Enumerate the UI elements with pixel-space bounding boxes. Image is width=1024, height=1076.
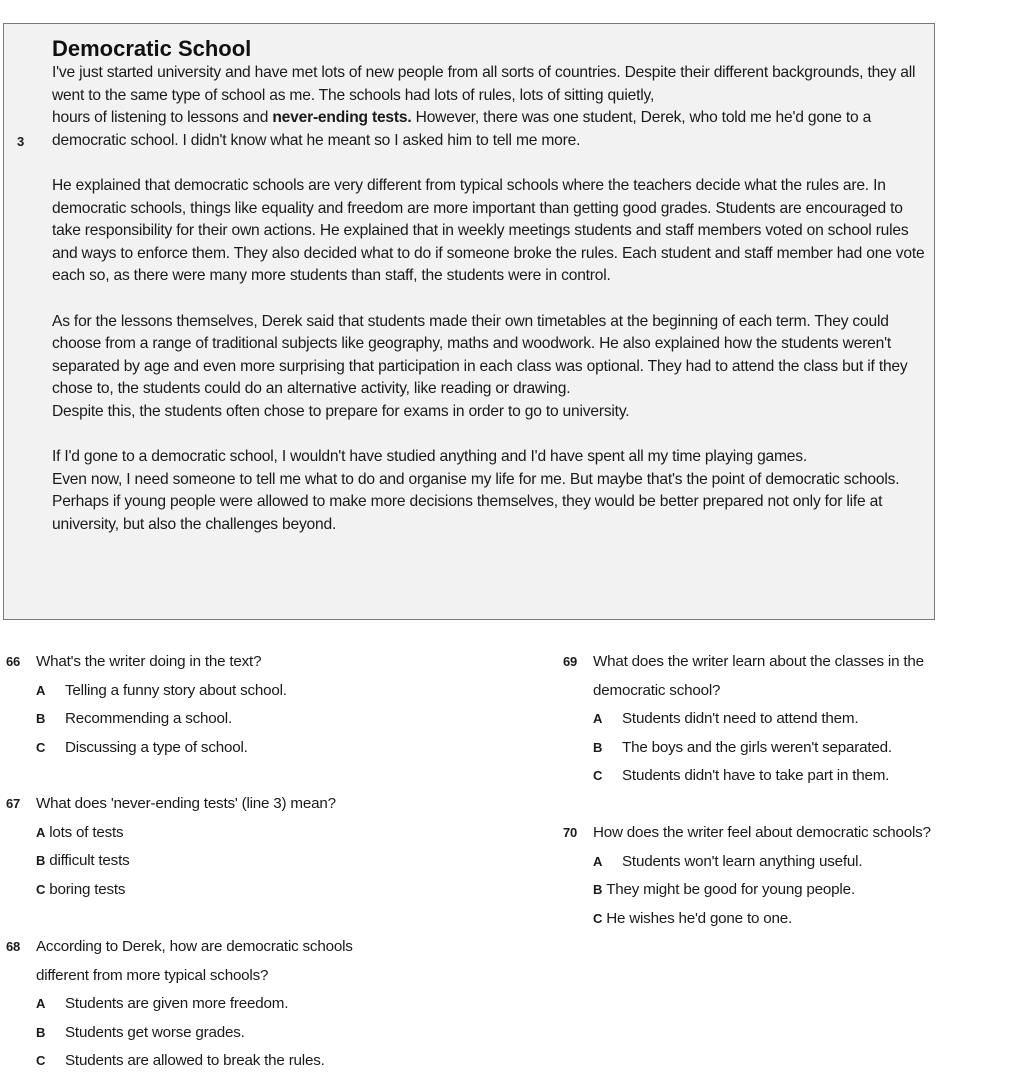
option-letter: B	[36, 1024, 46, 1040]
question-68	[6, 933, 353, 1076]
question-70	[563, 819, 931, 933]
option-letter: B	[593, 882, 603, 898]
line-number-marker: 3	[17, 134, 25, 149]
option-a	[6, 990, 353, 1019]
option-letter: A	[36, 682, 46, 698]
option-text: lots of tests	[49, 823, 124, 841]
option-b	[563, 734, 924, 763]
paragraph-2	[52, 175, 927, 288]
question-number: 66	[6, 654, 21, 669]
question-text: How does the writer feel about democratic schools?	[593, 824, 931, 841]
question-text-line-1: According to Derek, how are democratic schools	[36, 938, 353, 955]
option-letter: B	[36, 711, 46, 727]
passage-body	[52, 62, 927, 559]
question-text: What's the writer doing in the text?	[36, 653, 262, 670]
option-letter: A	[36, 996, 46, 1012]
option-a	[6, 677, 287, 706]
paragraph-1-text-before: hours of listening to lessons and	[52, 109, 273, 127]
option-a	[6, 819, 336, 848]
paragraph-4-line-a: If I'd gone to a democratic school, I wouldn't have studied anything and I'd have spent all my time playing games.	[52, 448, 808, 466]
option-text: Students won't learn anything useful.	[622, 852, 863, 870]
option-text: Recommending a school.	[65, 710, 232, 728]
question-number: 67	[6, 796, 21, 811]
option-text: They might be good for young people.	[606, 881, 855, 899]
highlighted-phrase: never-ending tests.	[272, 109, 412, 127]
option-letter: C	[36, 1053, 46, 1069]
option-text: difficult tests	[49, 852, 130, 870]
option-a	[563, 705, 924, 734]
question-text-line-1: What does the writer learn about the classes in the	[593, 653, 924, 670]
option-letter: C	[593, 768, 603, 784]
question-66	[6, 648, 287, 762]
question-67	[6, 790, 336, 904]
question-number: 68	[6, 939, 21, 954]
question-number: 69	[563, 654, 578, 669]
option-c	[563, 762, 924, 791]
option-text: Students didn't need to attend them.	[622, 710, 859, 728]
option-letter: B	[36, 853, 46, 869]
option-b	[6, 1019, 353, 1048]
option-text: Students are allowed to break the rules.	[65, 1052, 325, 1070]
option-text: The boys and the girls weren't separated.	[622, 738, 892, 756]
option-b	[563, 876, 931, 905]
question-number: 70	[563, 825, 578, 840]
paragraph-3-line-b: Despite this, the students often chose to prepare for exams in order to go to university.	[52, 402, 630, 420]
paragraph-4-line-b: Even now, I need someone to tell me what to do and organise my life for me. But maybe that's the point of democratic schools. Perhaps if young people were allowed to make more decisions themselves, they would be better prepared not only for life at university, but also the challenges beyond.	[52, 470, 900, 533]
option-text: Students didn't have to take part in them.	[622, 767, 890, 785]
option-letter: A	[36, 824, 46, 840]
option-text: Students are given more freedom.	[65, 995, 289, 1013]
option-c	[6, 1047, 353, 1076]
option-c	[6, 876, 336, 905]
paragraph-1	[52, 62, 927, 152]
option-letter: B	[593, 739, 603, 755]
option-text: Telling a funny story about school.	[65, 681, 287, 699]
option-b	[6, 705, 287, 734]
paragraph-3	[52, 311, 927, 424]
option-letter: A	[593, 853, 603, 869]
question-text: What does 'never-ending tests' (line 3) mean?	[36, 795, 336, 812]
question-69	[563, 648, 924, 791]
passage-title: Democratic School	[52, 36, 252, 61]
paragraph-1-line-b	[52, 107, 927, 152]
paragraph-2-text: He explained that democratic schools are very different from typical schools where the teachers decide what the rules are. In democratic schools, things like equality and freedom are more important than getting good grades. Students are encouraged to take responsibility for their own actions. He explained that in weekly meetings students and staff members voted on school rules and ways to enforce them. They also decided what to do if someone broke the rules. Each student and staff member had one vote each so, as there were many more students than staff, the students were in control.	[52, 176, 925, 285]
option-text: He wishes he'd gone to one.	[606, 909, 792, 927]
paragraph-3-line-a: As for the lessons themselves, Derek said that students made their own timetables at the beginning of each term. They could choose from a range of traditional subjects like geography, maths and woodwork. He also explained how the students weren't separated by age and even more surprising that participation in each class was optional. They had to attend the class but if they chose to, the students could do an alternative activity, like reading or drawing.	[52, 312, 908, 398]
option-a	[563, 848, 931, 877]
option-b	[6, 847, 336, 876]
paragraph-1-text-after: However, there was one student, Derek, who told me he'd gone to a democratic school. I didn't know what he meant so I asked him to tell me more.	[52, 109, 872, 149]
option-text: Students get worse grades.	[65, 1023, 245, 1041]
paragraph-1-line-a: I've just started university and have met lots of new people from all sorts of countries. Despite their different backgrounds, they all went to the same type of school as me. The schools had lots of rules, lots of sitting quietly,	[52, 64, 916, 104]
option-letter: C	[36, 739, 46, 755]
option-c	[563, 905, 931, 934]
option-text: Discussing a type of school.	[65, 738, 248, 756]
option-text: boring tests	[49, 880, 126, 898]
option-letter: A	[593, 711, 603, 727]
question-text-line-2: different from more typical schools?	[36, 966, 269, 984]
option-letter: C	[593, 910, 603, 926]
paragraph-4	[52, 446, 927, 536]
option-letter: C	[36, 881, 46, 897]
option-c	[6, 734, 287, 763]
reading-passage	[3, 23, 935, 620]
question-text-line-2: democratic school?	[593, 681, 721, 699]
